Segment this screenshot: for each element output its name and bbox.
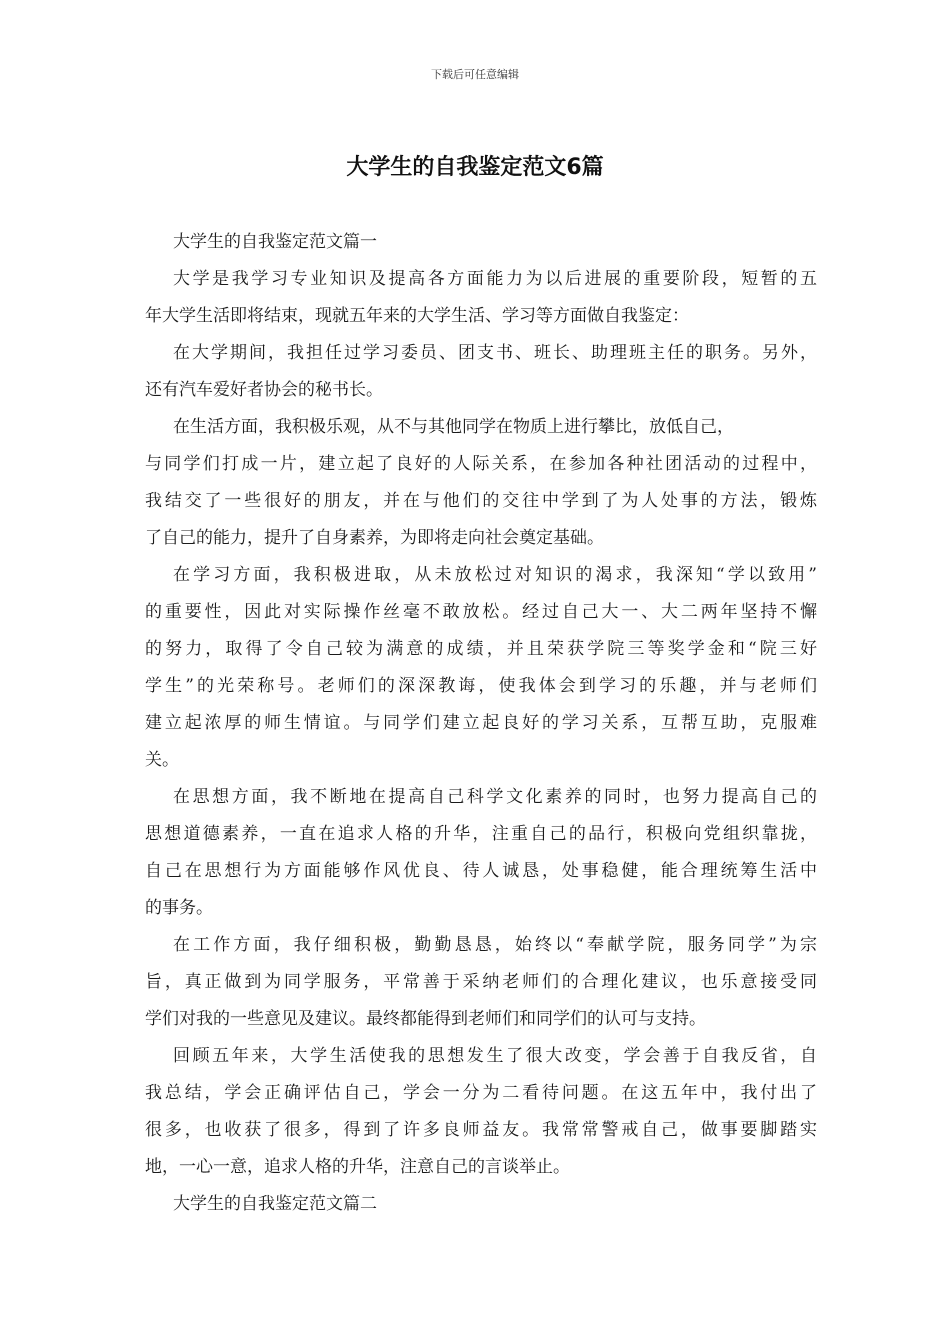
section-heading-1: 大学生的自我鉴定范文篇一 [173, 232, 377, 252]
paragraph-line: 在大学期间，我担任过学习委员、团支书、班长、助理班主任的职务。另外， [173, 343, 817, 363]
paragraph-line: 地，一心一意，追求人格的升华，注意自己的言谈举止。 [145, 1157, 570, 1177]
paragraph-line: 建立起浓厚的师生情谊。与同学们建立起良好的学习关系，互帮互助，克服难 [145, 713, 817, 733]
paragraph-line: 旨，真正做到为同学服务，平常善于采纳老师们的合理化建议，也乐意接受同 [145, 972, 817, 992]
paragraph-line: 的努力，取得了令自己较为满意的成绩，并且荣获学院三等奖学金和“院三好 [145, 639, 817, 659]
paragraph-line: 了自己的能力，提升了自身素养，为即将走向社会奠定基础。 [145, 528, 604, 548]
paragraph-line: 我总结，学会正确评估自己，学会一分为二看待问题。在这五年中，我付出了 [145, 1083, 817, 1103]
paragraph-line: 的重要性，因此对实际操作丝毫不敢放松。经过自己大一、大二两年坚持不懈 [145, 602, 817, 622]
paragraph-line: 我结交了一些很好的朋友，并在与他们的交往中学到了为人处事的方法，锻炼 [145, 491, 817, 511]
paragraph-line: 在工作方面，我仔细积极，勤勤恳恳，始终以“奉献学院，服务同学”为宗 [173, 935, 817, 955]
document-title: 大学生的自我鉴定范文6篇 [346, 155, 604, 180]
paragraph-line: 的事务。 [145, 898, 213, 918]
paragraph-line: 大学是我学习专业知识及提高各方面能力为以后进展的重要阶段，短暂的五 [173, 269, 817, 289]
paragraph-line: 关。 [145, 750, 179, 770]
paragraph-line: 自己在思想行为方面能够作风优良、待人诚恳，处事稳健，能合理统筹生活中 [145, 861, 817, 881]
section-heading-2: 大学生的自我鉴定范文篇二 [173, 1194, 377, 1214]
paragraph-line: 回顾五年来，大学生活使我的思想发生了很大改变，学会善于自我反省，自 [173, 1046, 817, 1066]
document-body [145, 224, 817, 1223]
paragraph-line: 在学习方面，我积极进取，从未放松过对知识的渴求，我深知“学以致用” [173, 565, 817, 585]
page-header-note: 下载后可任意编辑 [431, 68, 519, 81]
paragraph-line: 在生活方面，我积极乐观，从不与其他同学在物质上进行攀比，放低自己， [173, 417, 734, 437]
paragraph-line: 与同学们打成一片，建立起了良好的人际关系，在参加各种社团活动的过程中， [145, 454, 817, 474]
paragraph-line: 年大学生活即将结束，现就五年来的大学生活、学习等方面做自我鉴定： [145, 306, 689, 326]
paragraph-line: 思想道德素养，一直在追求人格的升华，注重自己的品行，积极向党组织靠拢， [145, 824, 817, 844]
paragraph-line: 还有汽车爱好者协会的秘书长。 [145, 380, 383, 400]
paragraph-line: 学们对我的一些意见及建议。最终都能得到老师们和同学们的认可与支持。 [145, 1009, 706, 1029]
paragraph-line: 在思想方面，我不断地在提高自己科学文化素养的同时，也努力提高自己的 [173, 787, 817, 807]
paragraph-line: 学生”的光荣称号。老师们的深深教诲，使我体会到学习的乐趣，并与老师们 [145, 676, 817, 696]
paragraph-line: 很多，也收获了很多，得到了许多良师益友。我常常警戒自己，做事要脚踏实 [145, 1120, 817, 1140]
